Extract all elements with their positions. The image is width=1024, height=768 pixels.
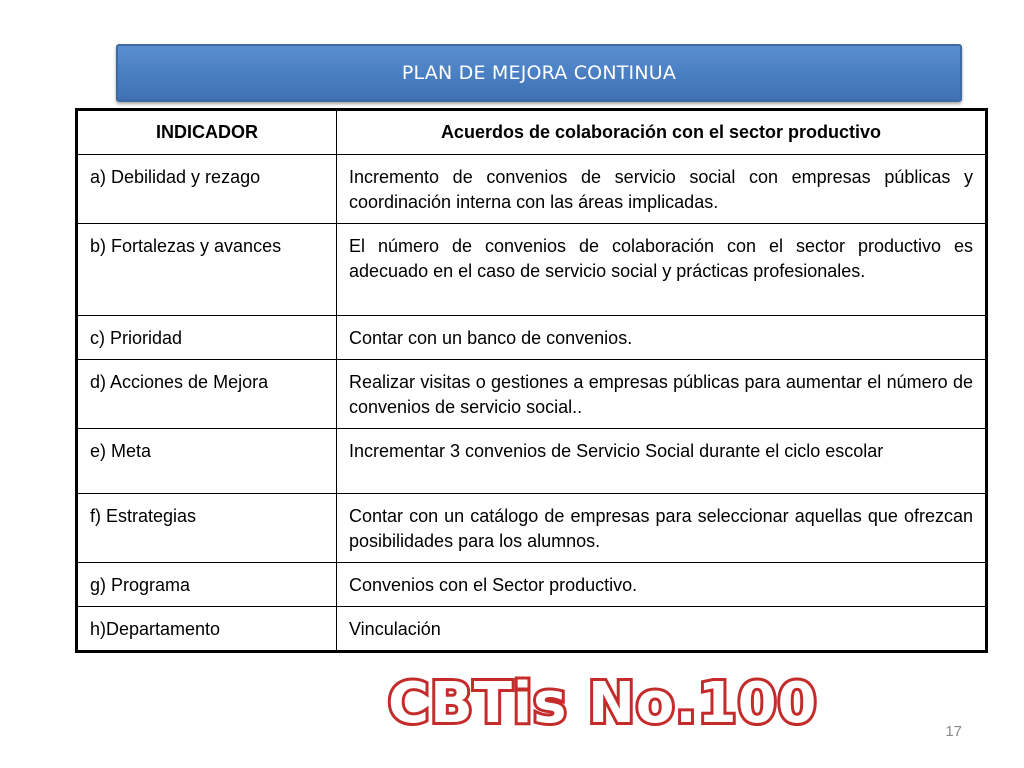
- indicator-cell: c) Prioridad: [77, 316, 337, 360]
- plan-table: [75, 108, 988, 653]
- table-row: [77, 316, 987, 360]
- table-row: [77, 607, 987, 652]
- indicator-cell: h)Departamento: [77, 607, 337, 652]
- description-cell: Realizar visitas o gestiones a empresas públicas para aumentar el número de convenios de servicio social..: [337, 360, 987, 429]
- indicator-cell: e) Meta: [77, 429, 337, 494]
- description-cell: Contar con un catálogo de empresas para seleccionar aquellas que ofrezcan posibilidades para los alumnos.: [337, 494, 987, 563]
- description-cell: Incrementar 3 convenios de Servicio Social durante el ciclo escolar: [337, 429, 987, 494]
- header-indicator: INDICADOR: [77, 110, 337, 155]
- indicator-cell: a) Debilidad y rezago: [77, 155, 337, 224]
- description-cell: Incremento de convenios de servicio social con empresas públicas y coordinación interna con las áreas implicadas.: [337, 155, 987, 224]
- indicator-cell: d) Acciones de Mejora: [77, 360, 337, 429]
- table-row: [77, 155, 987, 224]
- indicator-cell: g) Programa: [77, 563, 337, 607]
- page-number: 17: [945, 723, 962, 740]
- description-cell: Contar con un banco de convenios.: [337, 316, 987, 360]
- table-row: [77, 494, 987, 563]
- description-cell: El número de convenios de colaboración con el sector productivo es adecuado en el caso de servicio social y prácticas profesionales.: [337, 224, 987, 316]
- table-row: [77, 429, 987, 494]
- indicator-cell: f) Estrategias: [77, 494, 337, 563]
- title-banner: [116, 44, 962, 102]
- table-row: [77, 360, 987, 429]
- header-agreements: Acuerdos de colaboración con el sector productivo: [337, 110, 987, 155]
- school-logo-text: CBTis No.100: [388, 671, 818, 736]
- table-row: [77, 563, 987, 607]
- page-title: PLAN DE MEJORA CONTINUA: [401, 62, 677, 84]
- table-header-row: [77, 110, 987, 155]
- description-cell: Vinculación: [337, 607, 987, 652]
- indicator-cell: b) Fortalezas y avances: [77, 224, 337, 316]
- table-row: [77, 224, 987, 316]
- description-cell: Convenios con el Sector productivo.: [337, 563, 987, 607]
